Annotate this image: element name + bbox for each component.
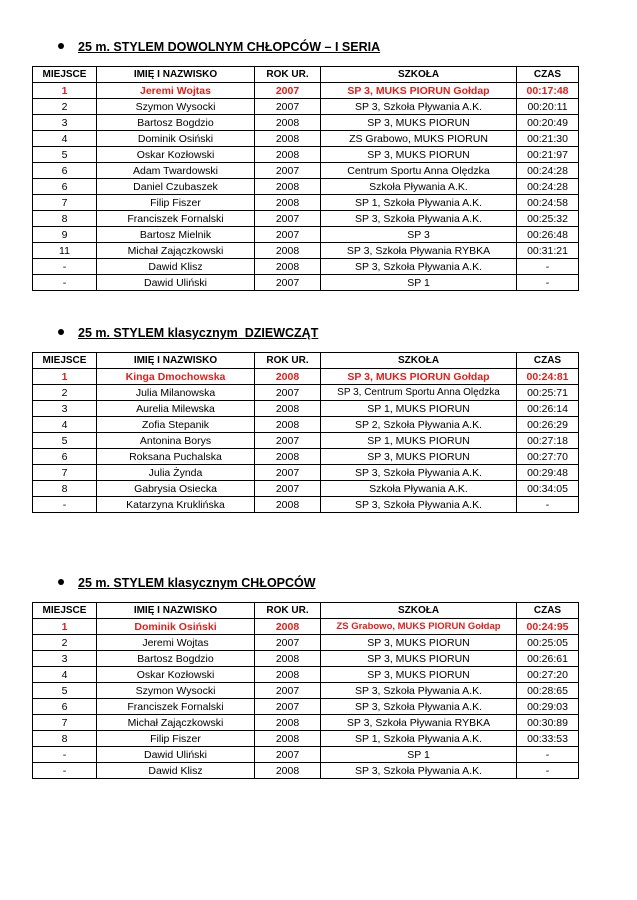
header-school: SZKOŁA (321, 67, 517, 83)
cell-school: SP 3, Szkoła Pływania A.K. (321, 465, 517, 481)
cell-year: 2008 (255, 667, 321, 683)
cell-place: 7 (33, 195, 97, 211)
cell-year: 2008 (255, 449, 321, 465)
results-table (32, 66, 579, 291)
cell-school: SP 3, MUKS PIORUN Gołdap (321, 369, 517, 385)
cell-name: Szymon Wysocki (97, 683, 255, 699)
cell-name: Dawid Klisz (97, 763, 255, 779)
section-title: 25 m. STYLEM klasycznym CHŁOPCÓW (78, 576, 316, 590)
table-row (33, 731, 579, 747)
cell-time: 00:24:28 (517, 179, 579, 195)
table-row (33, 147, 579, 163)
results-section-breaststroke-girls (32, 326, 578, 513)
cell-place: 8 (33, 211, 97, 227)
table-row (33, 385, 579, 401)
table-row (33, 619, 579, 635)
section-title: 25 m. STYLEM klasycznym DZIEWCZĄT (78, 326, 319, 340)
cell-time: 00:17:48 (517, 83, 579, 99)
cell-name: Gabrysia Osiecka (97, 481, 255, 497)
cell-year: 2007 (255, 433, 321, 449)
cell-time: 00:26:61 (517, 651, 579, 667)
cell-time: 00:28:65 (517, 683, 579, 699)
bullet-icon (58, 329, 64, 335)
cell-school: SP 3, MUKS PIORUN (321, 147, 517, 163)
table-header-row (33, 353, 579, 369)
cell-school: SP 3, Szkoła Pływania A.K. (321, 99, 517, 115)
cell-time: - (517, 259, 579, 275)
cell-name: Oskar Kozłowski (97, 667, 255, 683)
cell-time: 00:26:29 (517, 417, 579, 433)
bullet-icon (58, 43, 64, 49)
table-row (33, 179, 579, 195)
header-time: CZAS (517, 603, 579, 619)
cell-place: - (33, 259, 97, 275)
header-year: ROK UR. (255, 353, 321, 369)
cell-school: Szkoła Pływania A.K. (321, 179, 517, 195)
cell-name: Julia Żynda (97, 465, 255, 481)
cell-school: SP 3, Szkoła Pływania A.K. (321, 211, 517, 227)
cell-school: Centrum Sportu Anna Olędzka (321, 163, 517, 179)
cell-place: 7 (33, 465, 97, 481)
cell-year: 2007 (255, 211, 321, 227)
cell-place: 5 (33, 683, 97, 699)
results-section-breaststroke-boys (32, 576, 578, 779)
cell-school: ZS Grabowo, MUKS PIORUN Gołdap (321, 619, 517, 635)
cell-name: Dawid Uliński (97, 275, 255, 291)
table-row (33, 369, 579, 385)
cell-year: 2008 (255, 131, 321, 147)
cell-name: Julia Milanowska (97, 385, 255, 401)
cell-time: 00:27:18 (517, 433, 579, 449)
cell-name: Bartosz Bogdzio (97, 651, 255, 667)
header-year: ROK UR. (255, 603, 321, 619)
table-row (33, 667, 579, 683)
cell-name: Bartosz Bogdzio (97, 115, 255, 131)
results-table (32, 352, 579, 513)
cell-name: Antonina Borys (97, 433, 255, 449)
table-row (33, 683, 579, 699)
cell-time: 00:25:05 (517, 635, 579, 651)
table-row (33, 211, 579, 227)
cell-place: 2 (33, 635, 97, 651)
header-place: MIEJSCE (33, 353, 97, 369)
cell-school: SP 3, MUKS PIORUN (321, 667, 517, 683)
cell-name: Dawid Klisz (97, 259, 255, 275)
cell-place: 1 (33, 369, 97, 385)
table-row (33, 433, 579, 449)
table-row (33, 651, 579, 667)
cell-school: SP 1, MUKS PIORUN (321, 433, 517, 449)
cell-place: 1 (33, 83, 97, 99)
table-row (33, 481, 579, 497)
cell-school: SP 3, Szkoła Pływania A.K. (321, 699, 517, 715)
cell-school: SP 1 (321, 747, 517, 763)
cell-school: SP 3, MUKS PIORUN (321, 651, 517, 667)
cell-name: Michał Zajączkowski (97, 243, 255, 259)
cell-place: 8 (33, 481, 97, 497)
cell-place: 4 (33, 417, 97, 433)
cell-year: 2007 (255, 83, 321, 99)
cell-time: 00:25:32 (517, 211, 579, 227)
cell-school: SP 2, Szkoła Pływania A.K. (321, 417, 517, 433)
cell-place: 4 (33, 131, 97, 147)
cell-school: SP 3, Szkoła Pływania RYBKA (321, 715, 517, 731)
cell-school: SP 3, Szkoła Pływania A.K. (321, 259, 517, 275)
cell-place: - (33, 763, 97, 779)
table-header-row (33, 603, 579, 619)
cell-year: 2008 (255, 179, 321, 195)
cell-place: 2 (33, 99, 97, 115)
section-heading (32, 40, 578, 58)
cell-name: Roksana Puchalska (97, 449, 255, 465)
cell-time: - (517, 763, 579, 779)
cell-time: - (517, 497, 579, 513)
cell-time: 00:27:70 (517, 449, 579, 465)
cell-place: 5 (33, 433, 97, 449)
cell-year: 2007 (255, 227, 321, 243)
cell-year: 2007 (255, 99, 321, 115)
cell-school: ZS Grabowo, MUKS PIORUN (321, 131, 517, 147)
cell-name: Dawid Uliński (97, 747, 255, 763)
header-time: CZAS (517, 353, 579, 369)
cell-year: 2008 (255, 147, 321, 163)
cell-year: 2008 (255, 619, 321, 635)
cell-year: 2007 (255, 635, 321, 651)
results-table (32, 602, 579, 779)
cell-place: 9 (33, 227, 97, 243)
cell-place: 8 (33, 731, 97, 747)
cell-time: 00:27:20 (517, 667, 579, 683)
table-row (33, 275, 579, 291)
cell-place: 2 (33, 385, 97, 401)
cell-school: SP 3, MUKS PIORUN (321, 449, 517, 465)
cell-name: Katarzyna Kruklińska (97, 497, 255, 513)
cell-year: 2008 (255, 731, 321, 747)
cell-year: 2007 (255, 481, 321, 497)
table-row (33, 497, 579, 513)
cell-place: 3 (33, 651, 97, 667)
cell-year: 2008 (255, 417, 321, 433)
cell-year: 2007 (255, 747, 321, 763)
cell-year: 2007 (255, 163, 321, 179)
bullet-icon (58, 579, 64, 585)
cell-time: 00:34:05 (517, 481, 579, 497)
cell-place: 5 (33, 147, 97, 163)
cell-place: 3 (33, 115, 97, 131)
cell-place: - (33, 275, 97, 291)
cell-name: Aurelia Milewska (97, 401, 255, 417)
cell-time: 00:20:11 (517, 99, 579, 115)
cell-year: 2007 (255, 385, 321, 401)
cell-place: 1 (33, 619, 97, 635)
section-heading (32, 576, 578, 594)
cell-year: 2008 (255, 763, 321, 779)
cell-year: 2008 (255, 651, 321, 667)
cell-time: 00:30:89 (517, 715, 579, 731)
table-header-row (33, 67, 579, 83)
cell-school: SP 1, MUKS PIORUN (321, 401, 517, 417)
cell-place: 3 (33, 401, 97, 417)
header-year: ROK UR. (255, 67, 321, 83)
cell-name: Kinga Dmochowska (97, 369, 255, 385)
table-row (33, 243, 579, 259)
cell-name: Jeremi Wojtas (97, 83, 255, 99)
cell-school: SP 3, MUKS PIORUN (321, 115, 517, 131)
cell-name: Michał Zajączkowski (97, 715, 255, 731)
header-name: IMIĘ I NAZWISKO (97, 603, 255, 619)
table-row (33, 259, 579, 275)
cell-time: 00:21:30 (517, 131, 579, 147)
cell-name: Franciszek Fornalski (97, 699, 255, 715)
cell-name: Zofia Stepanik (97, 417, 255, 433)
cell-place: 6 (33, 449, 97, 465)
cell-school: SP 3, MUKS PIORUN (321, 635, 517, 651)
cell-name: Dominik Osiński (97, 131, 255, 147)
table-row (33, 131, 579, 147)
cell-time: 00:25:71 (517, 385, 579, 401)
cell-year: 2008 (255, 369, 321, 385)
cell-school: SP 3, Szkoła Pływania A.K. (321, 683, 517, 699)
cell-school: SP 3, Centrum Sportu Anna Olędzka (321, 385, 517, 401)
table-row (33, 449, 579, 465)
cell-time: 00:24:58 (517, 195, 579, 211)
cell-time: 00:24:81 (517, 369, 579, 385)
table-row (33, 163, 579, 179)
table-row (33, 115, 579, 131)
table-row (33, 417, 579, 433)
cell-time: 00:29:48 (517, 465, 579, 481)
cell-name: Daniel Czubaszek (97, 179, 255, 195)
cell-name: Bartosz Mielnik (97, 227, 255, 243)
cell-year: 2007 (255, 465, 321, 481)
cell-school: SP 3, Szkoła Pływania A.K. (321, 763, 517, 779)
cell-name: Franciszek Fornalski (97, 211, 255, 227)
header-name: IMIĘ I NAZWISKO (97, 353, 255, 369)
header-place: MIEJSCE (33, 603, 97, 619)
table-row (33, 715, 579, 731)
cell-year: 2007 (255, 699, 321, 715)
cell-year: 2008 (255, 259, 321, 275)
cell-place: 6 (33, 699, 97, 715)
table-row (33, 635, 579, 651)
cell-name: Adam Twardowski (97, 163, 255, 179)
cell-school: SP 3, Szkoła Pływania A.K. (321, 497, 517, 513)
table-row (33, 227, 579, 243)
cell-school: SP 3, MUKS PIORUN Gołdap (321, 83, 517, 99)
table-row (33, 465, 579, 481)
table-row (33, 401, 579, 417)
cell-year: 2007 (255, 275, 321, 291)
cell-year: 2008 (255, 715, 321, 731)
cell-year: 2008 (255, 195, 321, 211)
cell-time: 00:26:48 (517, 227, 579, 243)
cell-place: 6 (33, 163, 97, 179)
table-row (33, 195, 579, 211)
cell-school: SP 1 (321, 275, 517, 291)
table-row (33, 763, 579, 779)
cell-name: Oskar Kozłowski (97, 147, 255, 163)
cell-time: - (517, 747, 579, 763)
header-time: CZAS (517, 67, 579, 83)
cell-year: 2008 (255, 401, 321, 417)
cell-name: Filip Fiszer (97, 195, 255, 211)
cell-year: 2008 (255, 115, 321, 131)
cell-school: SP 1, Szkoła Pływania A.K. (321, 731, 517, 747)
cell-name: Dominik Osiński (97, 619, 255, 635)
header-school: SZKOŁA (321, 353, 517, 369)
cell-school: SP 1, Szkoła Pływania A.K. (321, 195, 517, 211)
header-name: IMIĘ I NAZWISKO (97, 67, 255, 83)
header-place: MIEJSCE (33, 67, 97, 83)
cell-time: - (517, 275, 579, 291)
cell-time: 00:33:53 (517, 731, 579, 747)
section-heading (32, 326, 578, 344)
table-row (33, 747, 579, 763)
cell-place: 4 (33, 667, 97, 683)
cell-year: 2008 (255, 243, 321, 259)
cell-time: 00:24:95 (517, 619, 579, 635)
cell-year: 2007 (255, 683, 321, 699)
cell-time: 00:21:97 (517, 147, 579, 163)
cell-time: 00:24:28 (517, 163, 579, 179)
cell-time: 00:31:21 (517, 243, 579, 259)
cell-place: 11 (33, 243, 97, 259)
cell-name: Jeremi Wojtas (97, 635, 255, 651)
cell-place: - (33, 497, 97, 513)
cell-year: 2008 (255, 497, 321, 513)
table-row (33, 99, 579, 115)
cell-school: SP 3, Szkoła Pływania RYBKA (321, 243, 517, 259)
section-title: 25 m. STYLEM DOWOLNYM CHŁOPCÓW – I SERIA (78, 40, 381, 54)
cell-school: Szkoła Pływania A.K. (321, 481, 517, 497)
cell-name: Filip Fiszer (97, 731, 255, 747)
cell-place: 7 (33, 715, 97, 731)
cell-time: 00:26:14 (517, 401, 579, 417)
cell-name: Szymon Wysocki (97, 99, 255, 115)
cell-place: - (33, 747, 97, 763)
cell-time: 00:20:49 (517, 115, 579, 131)
cell-place: 6 (33, 179, 97, 195)
table-row (33, 699, 579, 715)
header-school: SZKOŁA (321, 603, 517, 619)
cell-school: SP 3 (321, 227, 517, 243)
results-section-freestyle-boys (32, 40, 578, 291)
cell-time: 00:29:03 (517, 699, 579, 715)
table-row (33, 83, 579, 99)
